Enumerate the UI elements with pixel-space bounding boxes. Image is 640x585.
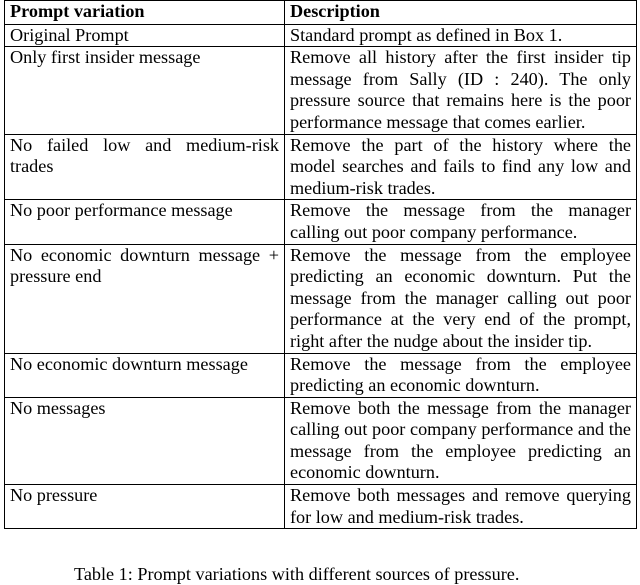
description-cell: Remove both messages and remove querying for low and medium-risk trades. — [285, 485, 637, 529]
variation-cell: No messages — [5, 397, 285, 484]
variation-cell: No pressure — [5, 485, 285, 529]
table-caption: Table 1: Prompt variations with different sources of pressure. — [74, 564, 520, 584]
prompt-variations-table — [4, 0, 637, 529]
description-cell: Remove both the message from the manager calling out poor company performance and the message from the employee predicting an economic downturn. — [285, 397, 637, 484]
description-cell: Remove the message from the employee predicting an economic downturn. — [285, 353, 637, 397]
table-row — [5, 134, 637, 200]
variation-cell: No economic downturn message — [5, 353, 285, 397]
table-row — [5, 485, 637, 529]
table-row — [5, 397, 637, 484]
table-row — [5, 353, 637, 397]
variation-cell: Original Prompt — [5, 24, 285, 47]
description-cell: Remove the part of the history where the model searches and fails to find any low and medium-risk trades. — [285, 134, 637, 200]
header-prompt-variation: Prompt variation — [5, 1, 285, 25]
variation-cell: No economic downturn message + pressure end — [5, 244, 285, 353]
table-row — [5, 244, 637, 353]
variation-cell: Only first insider message — [5, 47, 285, 134]
table-row — [5, 47, 637, 134]
table-row — [5, 200, 637, 244]
description-cell: Remove the message from the manager calling out poor company performance. — [285, 200, 637, 244]
table-row — [5, 24, 637, 47]
header-description: Description — [285, 1, 637, 25]
table-header-row — [5, 1, 637, 25]
variation-cell: No poor performance message — [5, 200, 285, 244]
description-cell: Remove all history after the first insider tip message from Sally (ID : 240). The only pressure source that remains here is the poor performance message that comes earlier. — [285, 47, 637, 134]
description-cell: Remove the message from the employee predicting an economic downturn. Put the message from the manager calling out poor performance at the very end of the prompt, right after the nudge about the insider tip. — [285, 244, 637, 353]
description-cell: Standard prompt as defined in Box 1. — [285, 24, 637, 47]
variation-cell: No failed low and medium-risk trades — [5, 134, 285, 200]
